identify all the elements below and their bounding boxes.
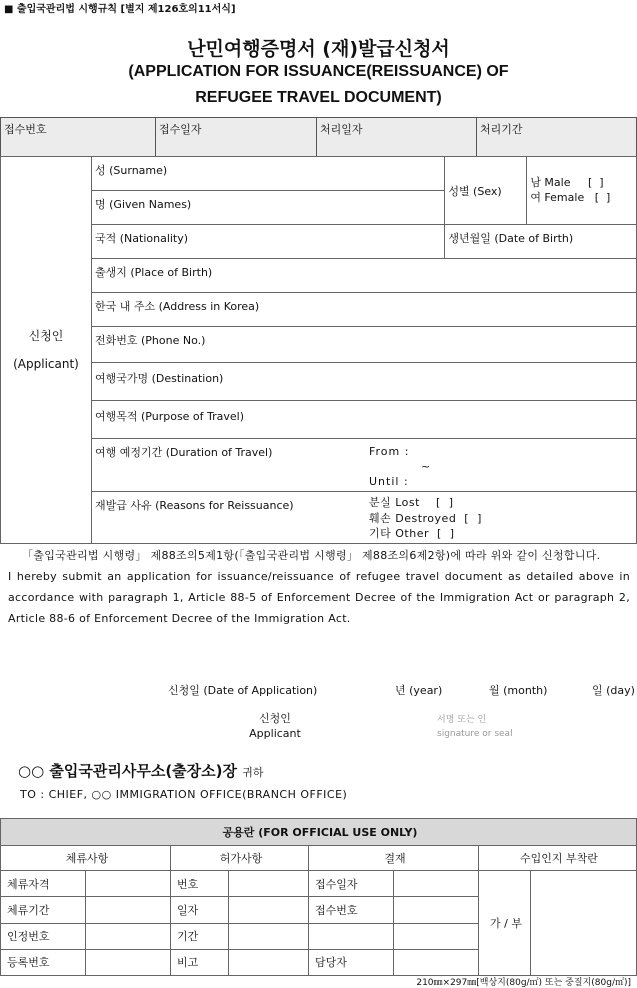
official-recognition-number: 인정번호 (1, 923, 86, 949)
given-names-field[interactable] (92, 191, 445, 225)
phone-label: 전화번호 (Phone No.) (95, 334, 206, 347)
date-year[interactable]: 년 (year) (395, 684, 443, 697)
official-permit-date-value[interactable] (229, 897, 309, 923)
application-date-label: 신청일 (Date of Application) (168, 684, 318, 697)
official-permit-period-value[interactable] (229, 923, 309, 949)
stamp-inner-table (479, 871, 636, 975)
official-header-approval: 결재 (309, 846, 479, 871)
form-header: ■ 출입국관리법 시행규칙 [별지 제126호의11서식] (4, 4, 236, 15)
title-korean: 난민여행증명서 (재)발급신청서 (187, 38, 450, 60)
signature-hint-ko: 서명 또는 인 (437, 715, 487, 725)
purpose-field[interactable] (92, 401, 637, 439)
official-header-permit: 허가사항 (171, 846, 309, 871)
title-english-line1: (APPLICATION FOR ISSUANCE(REISSUANCE) OF (128, 63, 509, 80)
official-permit-number: 번호 (171, 871, 229, 897)
nationality-label: 국적 (Nationality) (95, 232, 189, 245)
applicant-label-en: (Applicant) (13, 357, 79, 371)
sex-female-checkbox[interactable]: 여 Female [ ] (530, 191, 611, 204)
official-stay-period: 체류기간 (1, 897, 86, 923)
official-header-stamp: 수입인지 부착란 (479, 846, 637, 871)
declaration-english: I hereby submit an application for issuance/reissuance of refugee travel document as detailed above in accordance with paragraph 1, Article 88-5 of Enforcement Decree of the Immigration Act or paragraph 2, Article 88-6 of Enforcement Decree of the Immigration Act. (8, 570, 630, 625)
official-stay-period-value[interactable] (86, 897, 171, 923)
office-addressee (18, 760, 264, 781)
official-blank-value[interactable] (394, 923, 479, 949)
sex-male-checkbox[interactable]: 남 Male [ ] (530, 176, 604, 189)
receipt-number[interactable]: 접수번호 (1, 118, 156, 157)
duration-from[interactable]: From : (369, 445, 410, 458)
reasons-options[interactable] (366, 492, 637, 544)
surname-label: 성 (Surname) (95, 164, 168, 177)
receipt-table (0, 117, 637, 157)
office-suffix: 귀하 (242, 766, 264, 779)
place-of-birth-label: 출생지 (Place of Birth) (95, 266, 213, 279)
official-stay-status: 체류자격 (1, 871, 86, 897)
duration-label-cell (92, 439, 367, 492)
official-use-table (0, 818, 637, 976)
signature-label-en: Applicant (249, 727, 301, 740)
reason-destroyed-checkbox[interactable]: 훼손 Destroyed [ ] (369, 511, 482, 525)
official-remarks: 비고 (171, 949, 229, 975)
destination-label: 여행국가명 (Destination) (95, 372, 224, 385)
official-header-stay: 체류사항 (1, 846, 171, 871)
declaration (8, 545, 630, 629)
to-line: TO : CHIEF, ○○ IMMIGRATION OFFICE(BRANCH OFFICE) (20, 788, 348, 801)
reason-lost-checkbox[interactable]: 분실 Lost [ ] (369, 496, 454, 509)
applicant-table (0, 156, 637, 544)
receipt-date[interactable]: 접수일자 (156, 118, 317, 157)
approval-yes-no[interactable]: 가 / 부 (479, 871, 531, 975)
official-blank (309, 923, 394, 949)
official-registration-number: 등록번호 (1, 949, 86, 975)
official-officer-value[interactable] (394, 949, 479, 975)
official-stamp-area (479, 871, 637, 976)
sex-label: 성별 (Sex) (445, 157, 527, 225)
given-names-label: 명 (Given Names) (95, 198, 192, 211)
duration-until[interactable]: Until : (369, 475, 409, 488)
address-field[interactable] (92, 293, 637, 327)
processing-date[interactable]: 처리일자 (317, 118, 477, 157)
reasons-label-cell (92, 492, 367, 544)
official-permit-number-value[interactable] (229, 871, 309, 897)
dob-label: 생년월일 (Date of Birth) (448, 232, 574, 245)
revenue-stamp-box[interactable] (531, 871, 637, 975)
official-permit-date: 일자 (171, 897, 229, 923)
date-day[interactable]: 일 (day) (592, 684, 635, 697)
official-registration-number-value[interactable] (86, 949, 171, 975)
official-officer: 담당자 (309, 949, 394, 975)
nationality-field[interactable] (92, 225, 445, 259)
official-permit-period: 기간 (171, 923, 229, 949)
processing-period[interactable]: 처리기간 (477, 118, 637, 157)
duration-tilde: ~ (421, 460, 432, 473)
official-remarks-value[interactable] (229, 949, 309, 975)
address-label: 한국 내 주소 (Address in Korea) (95, 300, 260, 313)
destination-field[interactable] (92, 363, 637, 401)
applicant-label-ko: 신청인 (28, 329, 64, 343)
date-month[interactable]: 월 (month) (489, 684, 548, 697)
official-title: 공용란 (FOR OFFICIAL USE ONLY) (1, 819, 637, 846)
title-english-line2: REFUGEE TRAVEL DOCUMENT) (195, 89, 442, 106)
applicant-side-label (1, 157, 92, 544)
duration-field[interactable] (366, 439, 637, 492)
signature-hint-en: signature or seal (437, 729, 513, 739)
declaration-korean: 「출입국관리법 시행령」 제88조의5제1항(「출입국관리법 시행령」 제88조의6제2항)에 따라 위와 같이 신청합니다. (22, 549, 601, 562)
official-receipt-date-value[interactable] (394, 871, 479, 897)
sex-options[interactable] (527, 157, 637, 225)
official-receipt-date: 접수일자 (309, 871, 394, 897)
official-receipt-number: 접수번호 (309, 897, 394, 923)
signature-label-ko: 신청인 (259, 712, 291, 725)
signature-hint[interactable] (437, 713, 513, 741)
official-stay-status-value[interactable] (86, 871, 171, 897)
signature-label (240, 711, 310, 741)
reasons-label: 재발급 사유 (Reasons for Reissuance) (95, 499, 294, 512)
phone-field[interactable] (92, 327, 637, 363)
dob-field[interactable] (445, 225, 637, 259)
office-name: ○○ 출입국관리사무소(출장소)장 (18, 762, 237, 780)
purpose-label: 여행목적 (Purpose of Travel) (95, 410, 245, 423)
official-recognition-number-value[interactable] (86, 923, 171, 949)
official-receipt-number-value[interactable] (394, 897, 479, 923)
reason-other-checkbox[interactable]: 기타 Other [ ] (369, 527, 455, 540)
place-of-birth-field[interactable] (92, 259, 637, 293)
paper-spec-footer: 210㎜×297㎜[백상지(80g/㎡) 또는 중질지(80g/㎡)] (416, 978, 631, 988)
surname-field[interactable] (92, 157, 445, 191)
duration-label: 여행 예정기간 (Duration of Travel) (95, 446, 273, 459)
